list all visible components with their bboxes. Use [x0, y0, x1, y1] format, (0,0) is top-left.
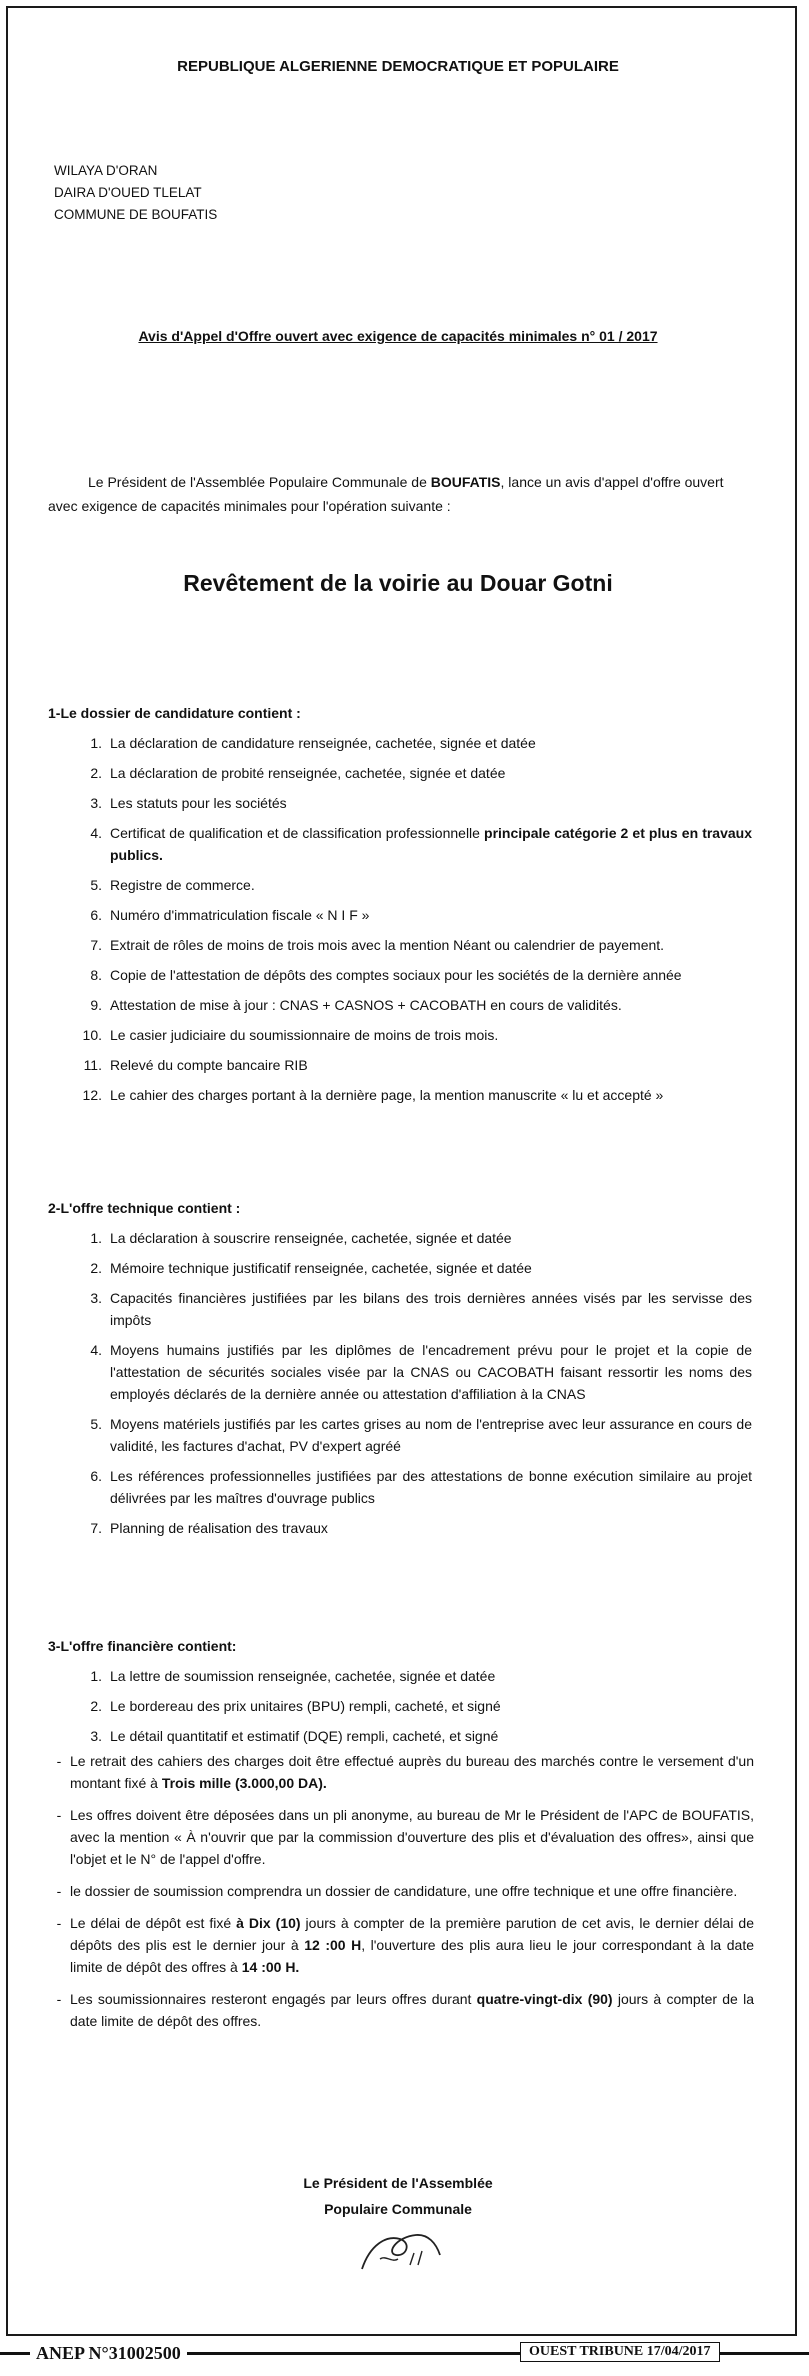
list-item: 6. Numéro d'immatriculation fiscale « N I F »: [90, 907, 370, 923]
signature-block: [38, 2170, 758, 2222]
administration-block: [54, 160, 217, 226]
intro-text-2: , lance un avis d'appel d'offre ouvert avec exigence de capacités minimales pour l'opération suivante :: [48, 474, 724, 514]
list-item: 4. Moyens humains justifiés par les diplômes de l'encadrement prévu pour le projet et la copie de l'attestation de sécurités sociales visée par la CNAS ou CACOBATH faisant ressortir les noms des employés déclarés de la dernière année ou attestation d'affiliation à la CNAS: [90, 1342, 752, 1402]
list-item: - Le retrait des cahiers des charges doit être effectué auprès du bureau des marchés contre le versement d'un montant fixé à Trois mille (3.000,00 DA).: [56, 1753, 754, 1791]
avis-title: Avis d'Appel d'Offre ouvert avec exigence de capacités minimales n° 01 / 2017: [138, 328, 658, 344]
list-item: 5. Moyens matériels justifiés par les cartes grises au nom de l'entreprise avec leur assurance en cours de validité, les factures d'achat, PV d'expert agréé: [90, 1416, 752, 1454]
list-item: 1. La lettre de soumission renseignée, cachetée, signée et datée: [90, 1668, 496, 1684]
list-item: 2. Mémoire technique justificatif renseignée, cachetée, signée et datée: [90, 1260, 532, 1276]
commune-line: COMMUNE DE BOUFATIS: [54, 207, 218, 222]
intro-text-1: Le Président de l'Assemblée Populaire Communale de: [88, 474, 431, 490]
section-1-heading: 1-Le dossier de candidature contient :: [48, 705, 301, 721]
list-item: 3. Capacités financières justifiées par les bilans des trois dernières années visés par les servisse des impôts: [90, 1290, 752, 1328]
list-item: 8. Copie de l'attestation de dépôts des comptes sociaux pour les sociétés de la dernière année: [90, 967, 682, 983]
list-item: 9. Attestation de mise à jour : CNAS + CASNOS + CACOBATH en cours de validités.: [90, 997, 622, 1013]
conditions-list: [48, 1750, 754, 2042]
list-item: 2. Le bordereau des prix unitaires (BPU) rempli, cacheté, et signé: [90, 1698, 501, 1714]
list-item: 7. Extrait de rôles de moins de trois mois avec la mention Néant ou calendrier de payement.: [90, 937, 665, 953]
list-item: 5. Registre de commerce.: [90, 877, 255, 893]
list-item: - Le délai de dépôt est fixé à Dix (10) jours à compter de la première parution de cet avis, le dernier délai de dépôts des plis est le dernier jour à 12 :00 H, l'ouverture des plis aura lieu le jour correspondant à la date limite de dépôt des offres à 14 :00 H.: [56, 1915, 755, 1975]
section-3-list: [72, 1665, 752, 1755]
list-item: 1. La déclaration de candidature renseignée, cachetée, signée et datée: [90, 735, 536, 751]
section-2-list: [72, 1227, 752, 1547]
list-item: 3. Le détail quantitatif et estimatif (DQE) rempli, cacheté, et signé: [90, 1728, 499, 1744]
intro-commune-name: BOUFATIS: [430, 474, 501, 490]
publication-badge: OUEST TRIBUNE 17/04/2017: [520, 2342, 720, 2362]
daira-line: DAIRA D'OUED TLELAT: [54, 185, 202, 200]
list-item: 6. Les références professionnelles justifiées par des attestations de bonne exécution similaire au projet délivrées par les maîtres d'ouvrage publics: [90, 1468, 752, 1506]
anep-reference: ANEP N°31002500: [30, 2343, 187, 2364]
intro-paragraph: [48, 470, 748, 518]
section-1-list: [72, 732, 752, 1114]
list-item: 10. Le casier judiciaire du soumissionnaire de moins de trois mois.: [82, 1027, 499, 1043]
list-item: - Les offres doivent être déposées dans un pli anonyme, au bureau de Mr le Président de l'APC de BOUFATIS, avec la mention « À n'ouvrir que par la commission d'ouverture des plis et d'évaluation des offres», ainsi que l'objet et le N° de l'appel d'offre.: [56, 1807, 754, 1867]
section-3-heading: 3-L'offre financière contient:: [48, 1638, 237, 1654]
list-item: 3. Les statuts pour les sociétés: [90, 795, 287, 811]
wilaya-line: WILAYA D'ORAN: [54, 163, 158, 178]
list-item: 11. Relevé du compte bancaire RIB: [83, 1057, 308, 1073]
list-item: 4. Certificat de qualification et de classification professionnelle principale catégorie 2 et plus en travaux publics.: [90, 825, 752, 863]
project-title: Revêtement de la voirie au Douar Gotni: [183, 570, 613, 596]
section-2-heading: 2-L'offre technique contient :: [48, 1200, 241, 1216]
signature-line-2: Populaire Communale: [324, 2201, 472, 2217]
signature-line-1: Le Président de l'Assemblée: [303, 2175, 493, 2191]
list-item: 2. La déclaration de probité renseignée, cachetée, signée et datée: [90, 765, 506, 781]
handwritten-signature-icon: [356, 2225, 446, 2275]
list-item: 7. Planning de réalisation des travaux: [90, 1520, 328, 1536]
list-item: 1. La déclaration à souscrire renseignée, cachetée, signée et datée: [90, 1230, 512, 1246]
list-item: - le dossier de soumission comprendra un dossier de candidature, une offre technique et une offre financière.: [56, 1883, 738, 1899]
page-title: REPUBLIQUE ALGERIENNE DEMOCRATIQUE ET POPULAIRE: [177, 58, 619, 75]
list-item: - Les soumissionnaires resteront engagés par leurs offres durant quatre-vingt-dix (90) jours à compter de la date limite de dépôt des offres.: [56, 1991, 754, 2029]
list-item: 12. Le cahier des charges portant à la dernière page, la mention manuscrite « lu et accepté »: [82, 1087, 664, 1103]
